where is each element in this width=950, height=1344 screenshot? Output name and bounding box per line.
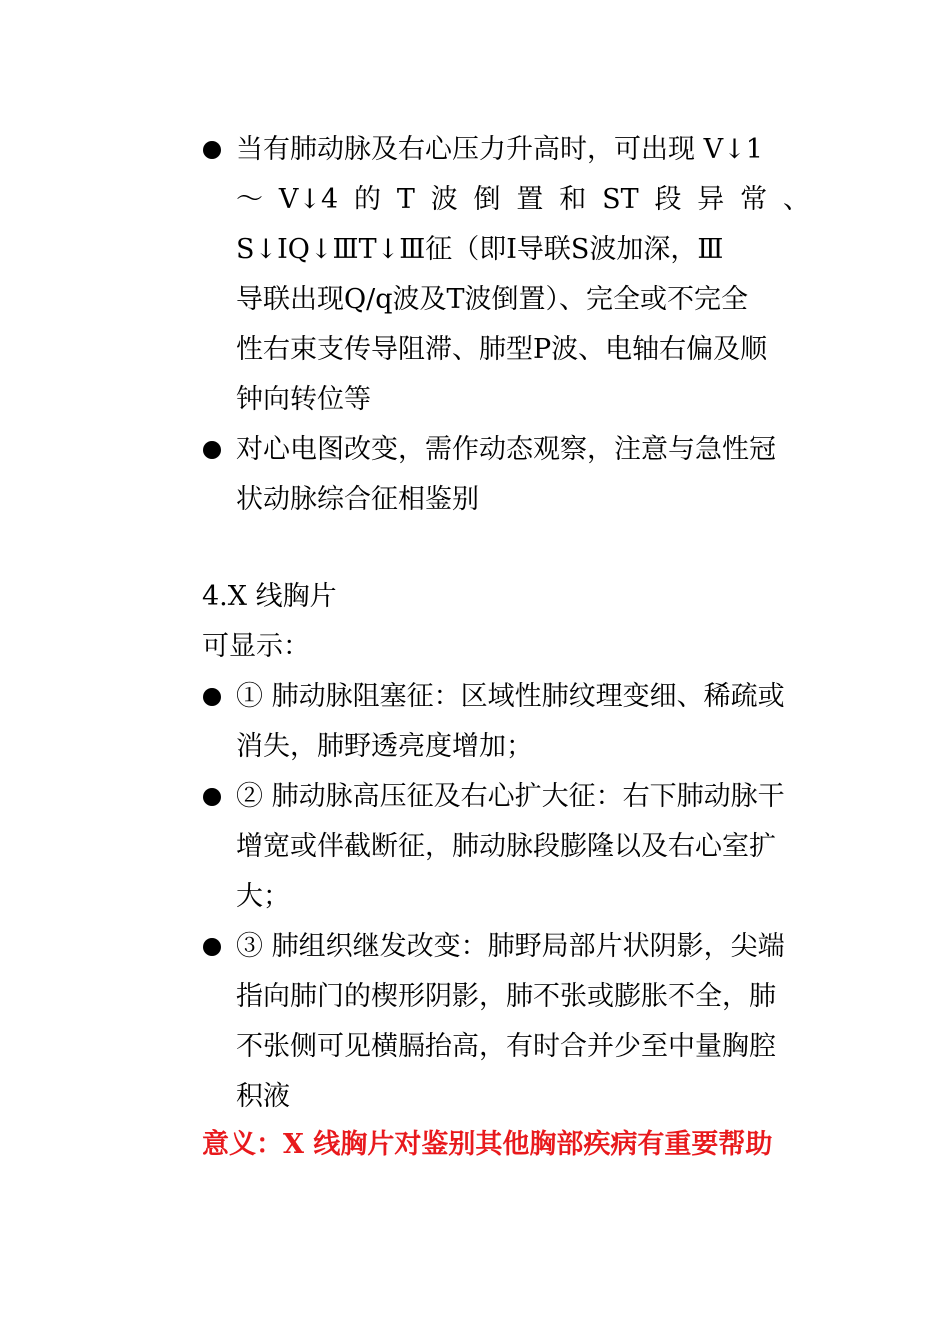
text-line: 对心电图改变，需作动态观察，注意与急性冠 (236, 434, 776, 465)
bullet-dot-icon (203, 788, 221, 806)
text-line: 状动脉综合征相鉴别 (236, 484, 479, 515)
text-token: 异 (697, 184, 725, 215)
text-token: 常 (740, 184, 768, 215)
text-line: 增宽或伴截断征，肺动脉段膨隆以及右心室扩 (236, 831, 776, 862)
text-token: 置 (516, 184, 544, 215)
section-intro: 可显示： (202, 631, 310, 662)
ecg-findings-list (200, 125, 810, 525)
text-token: ST (602, 184, 639, 215)
list-item (200, 125, 810, 425)
list-item (200, 672, 810, 772)
list-item-text (236, 772, 810, 922)
text-line: 性右束支传导阻滞、肺型P波、电轴右偏及顺 (236, 334, 768, 365)
list-item (200, 772, 810, 922)
bullet-dot-icon (203, 938, 221, 956)
text-line: ③ 肺组织继发改变：肺野局部片状阴影，尖端 (236, 931, 785, 962)
text-line: 钟向转位等 (236, 384, 371, 415)
list-item (200, 425, 810, 525)
text-token: 和 (559, 184, 587, 215)
text-line: 当有肺动脉及右心压力升高时，可出现 V↓1 (236, 134, 763, 165)
bullet-dot-icon (203, 141, 221, 159)
text-token: 、 (782, 184, 810, 215)
significance-note: 意义：X 线胸片对鉴别其他胸部疾病有重要帮助 (202, 1129, 773, 1160)
text-token: T (396, 184, 415, 215)
list-item (200, 922, 810, 1122)
section-heading: 4.X 线胸片 (202, 581, 337, 612)
text-token: 段 (654, 184, 682, 215)
list-item-text (236, 425, 810, 525)
list-item-text (236, 125, 810, 425)
bullet-dot-icon (203, 688, 221, 706)
text-line: ① 肺动脉阻塞征：区域性肺纹理变细、稀疏或 (236, 681, 785, 712)
text-token: ～ (236, 184, 263, 215)
list-item-text (236, 922, 810, 1122)
text-token: 的 (354, 184, 381, 215)
text-token: 波 (430, 184, 458, 215)
text-line: 消失，肺野透亮度增加； (236, 731, 533, 762)
list-item-text (236, 672, 810, 772)
text-line (236, 175, 810, 225)
text-line: 不张侧可见横膈抬高，有时合并少至中量胸腔 (236, 1031, 776, 1062)
bullet-dot-icon (203, 441, 221, 459)
text-token: V↓4 (278, 184, 339, 215)
text-line: 导联出现Q/q波及T波倒置）、完全或不完全 (236, 284, 749, 315)
text-line: 指向肺门的楔形阴影，肺不张或膨胀不全，肺 (236, 981, 776, 1012)
text-line: ② 肺动脉高压征及右心扩大征：右下肺动脉干 (236, 781, 785, 812)
text-line: 积液 (236, 1081, 290, 1112)
text-line: S↓ⅠQ↓ⅢT↓Ⅲ征（即Ⅰ导联S波加深，Ⅲ (236, 234, 724, 265)
text-token: 倒 (473, 184, 501, 215)
xray-findings-list (200, 672, 810, 1122)
text-line: 大； (236, 881, 290, 912)
